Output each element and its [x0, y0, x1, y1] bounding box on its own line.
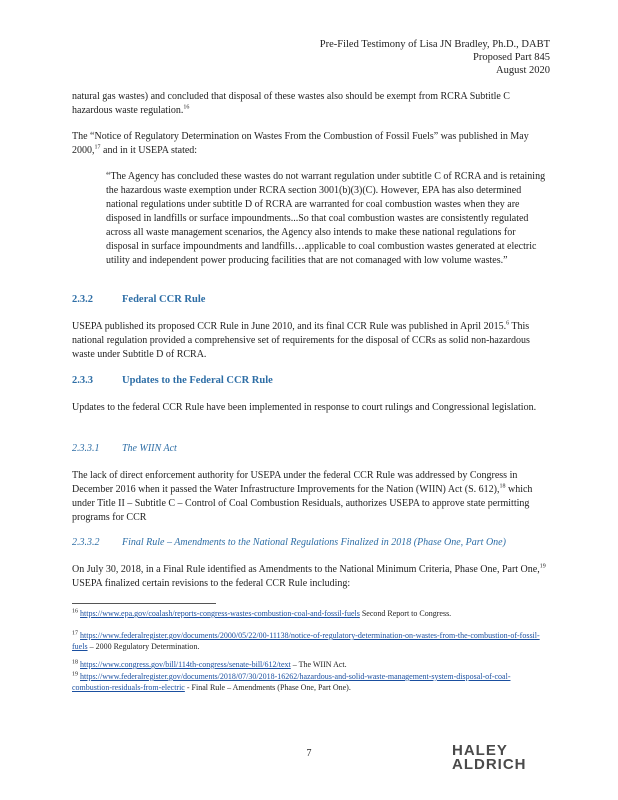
- footnote-number: 18: [72, 659, 78, 666]
- paragraph-text: USEPA finalized certain revisions to the federal CCR Rule including:: [72, 578, 351, 589]
- footnote-separator: [72, 603, 216, 604]
- section-number: 2.3.3: [72, 375, 93, 386]
- header-testimony-title: Pre-Filed Testimony of Lisa JN Bradley, Ph.D., DABT: [319, 39, 550, 50]
- paragraph-natural-gas-wastes: [72, 90, 548, 118]
- paragraph-text: and in it USEPA stated:: [100, 145, 198, 156]
- paragraph-text: natural gas wastes) and concluded that disposal of these wastes also should be exempt from RCRA Subtitle C hazardous waste regulation.: [72, 91, 510, 116]
- logo-line-haley: HALEY: [452, 742, 508, 759]
- paragraph-updates: Updates to the federal CCR Rule have been implemented in response to court rulings and Congressional legislation.: [72, 402, 537, 413]
- footnote-17: [72, 631, 546, 652]
- footnote-ref-18[interactable]: 18: [499, 483, 506, 490]
- section-number: 2.3.2: [72, 294, 93, 305]
- logo-line-aldrich: ALDRICH: [452, 756, 527, 773]
- paragraph-regulatory-determination: [72, 130, 548, 158]
- paragraph-text: USEPA published its proposed CCR Rule in June 2010, and its final CCR Rule was published in April 2015.: [72, 321, 507, 332]
- footnote-number: 17: [72, 630, 78, 637]
- footnote-ref-6[interactable]: 6: [506, 320, 510, 327]
- section-title: Final Rule – Amendments to the National Regulations Finalized in 2018 (Phase One, Part One): [122, 537, 506, 548]
- footnote-ref-16[interactable]: 16: [183, 104, 190, 111]
- paragraph-text: which under Title II – Subtitle C – Control of Coal Combustion Residuals, authorizes USEPA to approve state permitting programs for CCR: [72, 484, 533, 523]
- section-title: Federal CCR Rule: [122, 294, 206, 305]
- paragraph-final-ccr-rule: [72, 320, 548, 362]
- page-header: [320, 38, 550, 77]
- footnote-link[interactable]: https://www.congress.gov/bill/114th-congress/senate-bill/612/text: [80, 660, 291, 669]
- footnote-ref-17[interactable]: 17: [94, 144, 101, 151]
- footnote-18: [72, 660, 546, 671]
- paragraph-final-rule-2018: [72, 563, 548, 591]
- footnote-number: 16: [72, 608, 78, 615]
- footnote-text: Second Report to Congress.: [359, 609, 452, 618]
- footnote-text: - Final Rule – Amendments (Phase One, Part One).: [184, 682, 351, 692]
- section-heading-2-3-3-1: [72, 443, 177, 454]
- footnote-16: [72, 609, 546, 620]
- paragraph-text: The “Notice of Regulatory Determination on Wastes From the Combustion of Fossil Fuels” was published in May 2000,: [72, 131, 529, 156]
- section-number: 2.3.3.1: [72, 443, 100, 454]
- section-title: The WIIN Act: [122, 443, 177, 454]
- paragraph-text: This national regulation provided a comprehensive set of requirements for the disposal of CCRs as solid non-hazardous waste under Subtitle D of RCRA.: [72, 321, 530, 360]
- footnote-text: – 2000 Regulatory Determination.: [87, 641, 200, 651]
- paragraph-text: On July 30, 2018, in a Final Rule identified as Amendments to the National Minimum Criteria, Phase One, Part One,: [72, 564, 540, 575]
- footnote-link[interactable]: https://www.epa.gov/coalash/reports-congress-wastes-combustion-coal-and-fossil-fuels: [80, 609, 360, 618]
- footnote-link[interactable]: https://www.federalregister.gov/documents/2018/07/30/2018-16262/hazardous-and-solid-waste-management-system-disposal-of-coal-combustion-residuals-from-electric: [72, 672, 511, 692]
- header-date: August 2020: [496, 65, 550, 76]
- section-heading-2-3-3: [72, 375, 273, 386]
- section-heading-2-3-3-2: [72, 537, 506, 548]
- block-quote: “The Agency has concluded these wastes do not warrant regulation under subtitle C of RCRA and is retaining the hazardous waste exemption under RCRA section 3001(b)(3)(C). However, EPA has also determined national regulations under subtitle D of RCRA are warranted for coal combustion wastes when they are disposed in landfills or surface impoundments...So that coal combustion wastes are consistently regulated across all waste management scenarios, the Agency also intends to make these national regulations for disposal in surface impoundments and landfills…applicable to coal combustion wastes generated at electric utility and independent power producing facilities that are not comanaged with low volume wastes.”: [106, 171, 546, 266]
- footnote-ref-19[interactable]: 19: [539, 563, 546, 570]
- paragraph-text: The lack of direct enforcement authority for USEPA under the federal CCR Rule was addressed by Congress in December 2016 when it passed the Water Infrastructure Improvements for the Nation (WIIN) Act (S. 612),: [72, 470, 518, 495]
- paragraph-wiin-act: [72, 469, 548, 525]
- page-number: 7: [306, 748, 312, 759]
- footnote-text: – The WIIN Act.: [290, 660, 347, 669]
- footnote-19: [72, 672, 546, 693]
- header-proposal: Proposed Part 845: [473, 52, 550, 63]
- section-number: 2.3.3.2: [72, 537, 100, 548]
- section-heading-2-3-2: [72, 294, 205, 305]
- footnote-link[interactable]: https://www.federalregister.gov/documents/2000/05/22/00-11138/notice-of-regulatory-determination-on-wastes-from-the-combustion-of-fossil-fuels: [72, 631, 540, 651]
- section-title: Updates to the Federal CCR Rule: [122, 375, 273, 386]
- haley-aldrich-logo: [452, 744, 527, 772]
- footnote-number: 19: [72, 671, 78, 678]
